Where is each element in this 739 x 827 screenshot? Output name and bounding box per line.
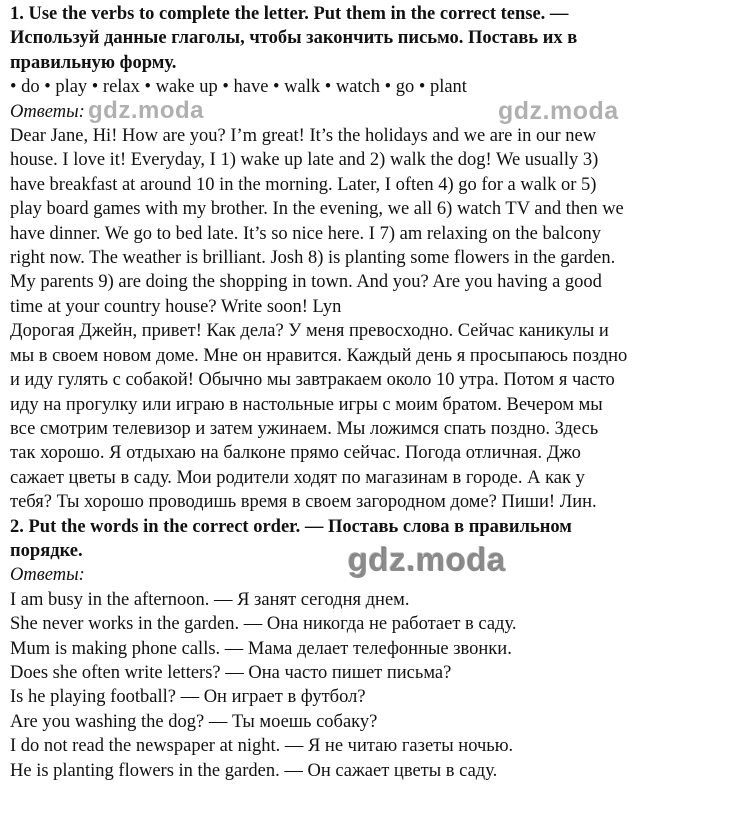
- answer-sentence: Does she often write letters? — Она часто пишет письма?: [10, 662, 452, 683]
- verb-list: • do • play • relax • wake up • have • walk • watch • go • plant: [10, 77, 467, 98]
- task1-answers-label: Ответы:: [10, 101, 85, 122]
- answer-sentence: I do not read the newspaper at night. — Я не читаю газеты ночью.: [10, 736, 514, 757]
- letter-en-line: house. I love it! Everyday, I 1) wake up late and 2) walk the dog! We usually 3): [10, 150, 599, 171]
- letter-ru-line: сажает цветы в саду. Мои родители ходят по магазинам в городе. А как у: [10, 467, 585, 488]
- letter-en-line: play board games with my brother. In the evening, we all 6) watch TV and then we: [10, 199, 624, 220]
- answer-sentence: She never works in the garden. — Она никогда не работает в саду.: [10, 614, 517, 635]
- letter-en-line: have breakfast at around 10 in the morning. Later, I often 4) go for a walk or 5): [10, 174, 597, 195]
- answer-sentence: He is planting flowers in the garden. — Он сажает цветы в саду.: [10, 760, 498, 781]
- letter-ru-line: иду на прогулку или играю в настольные игры с моим братом. Вечером мы: [10, 394, 603, 415]
- watermark: gdz.moda: [88, 97, 204, 124]
- letter-ru-line: мы в своем новом доме. Мне он нравится. Каждый день я просыпаюсь поздно: [10, 345, 628, 366]
- task1-heading-line-2: Используй данные глаголы, чтобы закончить письмо. Поставь их в: [10, 28, 578, 49]
- task1-heading-line-3: правильную форму.: [10, 52, 177, 73]
- watermark: gdz.moda: [498, 97, 619, 125]
- letter-ru-line: все смотрим телевизор и затем ужинаем. Мы ложимся спать поздно. Здесь: [10, 418, 599, 439]
- letter-en-line: have dinner. We go to bed late. It’s so nice here. I 7) am relaxing on the balcony: [10, 223, 602, 244]
- watermark: gdz.moda: [348, 541, 506, 578]
- letter-en-line: Dear Jane, Hi! How are you? I’m great! It’s the holidays and we are in our new: [10, 126, 597, 147]
- task1-heading-line-1: 1. Use the verbs to complete the letter. Put them in the correct tense. —: [10, 4, 569, 24]
- letter-en-line: right now. The weather is brilliant. Josh 8) is planting some flowers in the garden.: [10, 248, 616, 269]
- task2-heading-line-1: 2. Put the words in the correct order. — Поставь слова в правильном: [10, 516, 572, 537]
- task2-heading-line-2: порядке.: [10, 540, 83, 561]
- letter-en-line: My parents 9) are doing the shopping in town. And you? Are you having a good: [10, 272, 602, 293]
- letter-en-line: time at your country house? Write soon! Lyn: [10, 296, 342, 317]
- letter-ru-line: так хорошо. Я отдыхаю на балконе прямо сейчас. Погода отличная. Джо: [10, 443, 581, 464]
- letter-ru-line: Дорогая Джейн, привет! Как дела? У меня превосходно. Сейчас каникулы и: [10, 321, 609, 342]
- answer-sentence: Is he playing football? — Он играет в футбол?: [10, 687, 366, 708]
- answer-sentence: Mum is making phone calls. — Мама делает телефонные звонки.: [10, 638, 512, 659]
- answer-sentence: I am busy in the afternoon. — Я занят сегодня днем.: [10, 589, 410, 610]
- letter-ru-line: и иду гулять с собакой! Обычно мы завтракаем около 10 утра. Потом я часто: [10, 370, 615, 391]
- answer-sentence: Are you washing the dog? — Ты моешь собаку?: [10, 711, 378, 732]
- letter-ru-line: тебя? Ты хорошо проводишь время в своем загородном доме? Пиши! Лин.: [10, 492, 597, 513]
- task2-answers-label: Ответы:: [10, 565, 85, 586]
